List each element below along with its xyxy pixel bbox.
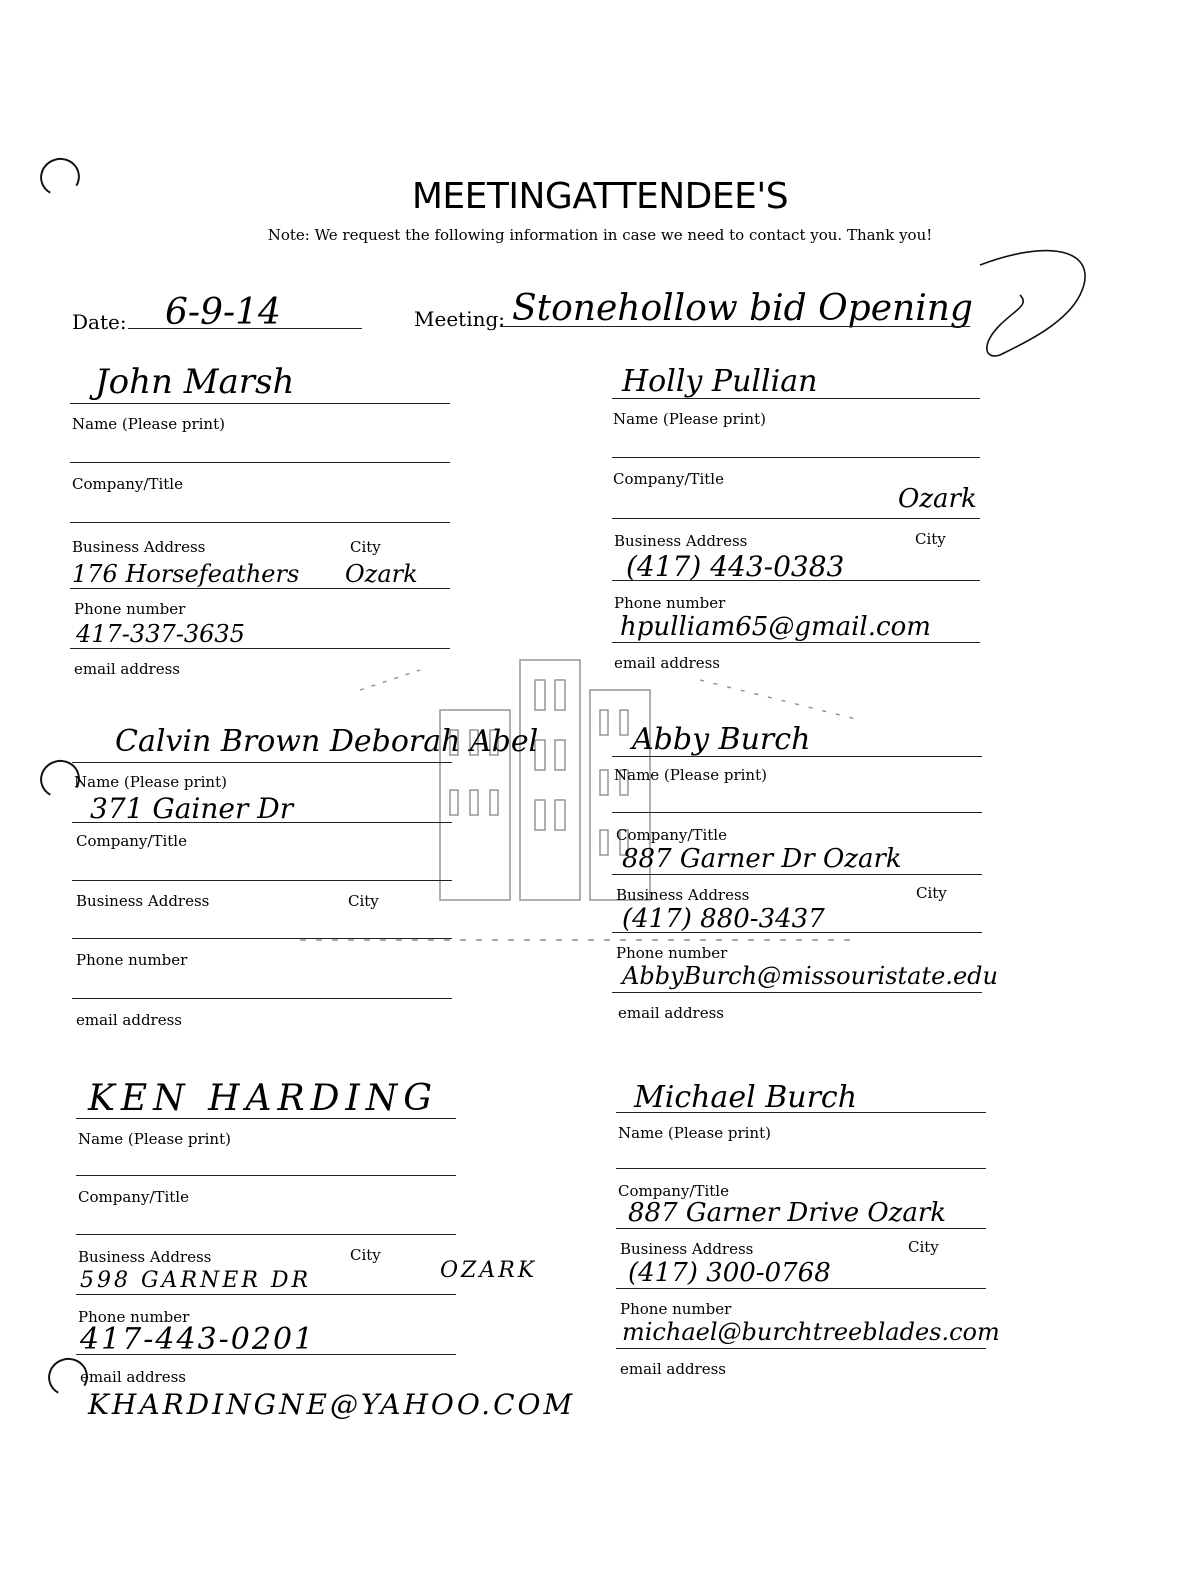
date-value: 6-9-14: [165, 292, 281, 333]
attendee-2-phone-value: hpulliam65@gmail.com: [620, 612, 931, 642]
attendee-5-address-line: [76, 1294, 456, 1295]
attendee-4-phone-label: Phone number: [616, 944, 728, 962]
meeting-label: Meeting:: [414, 307, 506, 331]
attendee-2-name-value: Holly Pullian: [622, 364, 818, 399]
attendee-3-city-label: City: [348, 892, 379, 910]
attendee-2-name-line: [612, 398, 980, 399]
attendee-2-address-label: Business Address: [614, 532, 748, 550]
attendee-2-phone-line: [612, 642, 980, 643]
attendee-4-address-top-line: [612, 874, 982, 875]
attendee-5-city-value: OZARK: [440, 1258, 538, 1283]
attendee-1-email-label: email address: [74, 660, 180, 678]
attendee-2-company-value: Ozark: [898, 484, 977, 514]
attendee-5-company-label: Company/Title: [78, 1188, 189, 1206]
attendee-6-company-line: [616, 1168, 986, 1169]
attendee-6-name-label: Name (Please print): [618, 1124, 771, 1142]
form-title: MEETINGATTENDEE'S: [411, 176, 789, 217]
attendee-5-phone-line: [76, 1354, 456, 1355]
attendee-6-name-value: Michael Burch: [634, 1080, 858, 1115]
attendee-6-phone-label: Phone number: [620, 1300, 732, 1318]
attendee-4-email-label: email address: [618, 1004, 724, 1022]
attendee-1-address-top-line: [70, 522, 450, 523]
attendee-3-phone-line: [72, 998, 452, 999]
attendee-5-address-top-line: [76, 1234, 456, 1235]
attendee-4-name-line: [612, 756, 982, 757]
attendee-6-name-line: [616, 1112, 986, 1113]
attendee-3-email-label: email address: [76, 1011, 182, 1029]
attendee-1-address-label: Business Address: [72, 538, 206, 556]
attendee-4-city-label: City: [916, 884, 947, 902]
attendee-2-address-value: (417) 443-0383: [626, 550, 845, 583]
attendee-3-company-value: 371 Gainer Dr: [90, 792, 294, 825]
attendee-1-phone-label: Phone number: [74, 600, 186, 618]
attendee-1-name-label: Name (Please print): [72, 415, 225, 433]
attendee-2-company-bottom-line: [612, 518, 980, 519]
form-note: Note: We request the following information in case we need to contact you. Thank you!: [267, 226, 933, 244]
attendee-1-name-value: John Marsh: [95, 362, 295, 402]
attendee-6-email-label: email address: [620, 1360, 726, 1378]
attendee-2-company-label: Company/Title: [613, 470, 724, 488]
attendee-5-name-line: [76, 1118, 456, 1119]
attendee-3-address-line: [72, 938, 452, 939]
attendee-1-city-value: Ozark: [345, 560, 418, 588]
attendee-2-email-label: email address: [614, 654, 720, 672]
attendee-1-address-line: [70, 588, 450, 589]
attendee-4-phone-value: AbbyBurch@missouristate.edu: [622, 962, 998, 990]
attendee-2-name-label: Name (Please print): [613, 410, 766, 428]
meeting-value: Stonehollow bid Opening: [512, 288, 973, 329]
attendee-6-phone-line: [616, 1348, 986, 1349]
attendee-3-company-line: [72, 822, 452, 823]
attendee-3-address-label: Business Address: [76, 892, 210, 910]
attendee-4-company-value: 887 Garner Dr Ozark: [622, 844, 902, 874]
attendee-1-city-label: City: [350, 538, 381, 556]
attendee-6-address-value: (417) 300-0768: [628, 1258, 831, 1288]
meeting-line: [500, 326, 970, 327]
attendee-3-name-value: Calvin Brown Deborah Abel: [115, 724, 539, 759]
attendee-5-email-label: email address: [80, 1368, 186, 1386]
attendee-3-name-label: Name (Please print): [74, 773, 227, 791]
attendee-5-address-value: 598 GARNER DR: [80, 1268, 312, 1293]
attendee-1-phone-line: [70, 648, 450, 649]
attendee-2-address-line: [612, 580, 980, 581]
attendee-4-name-label: Name (Please print): [614, 766, 767, 784]
attendee-2-phone-label: Phone number: [614, 594, 726, 612]
date-line: [128, 328, 362, 329]
attendee-4-address-value: (417) 880-3437: [622, 904, 825, 934]
attendee-1-name-line: [70, 403, 450, 404]
attendee-3-phone-label: Phone number: [76, 951, 188, 969]
attendee-4-company-label: Company/Title: [616, 826, 727, 844]
date-label: Date:: [72, 310, 127, 334]
attendee-4-company-line: [612, 812, 982, 813]
attendee-5-phone-label: Phone number: [78, 1308, 190, 1326]
attendee-4-phone-line: [612, 992, 982, 993]
attendee-1-company-label: Company/Title: [72, 475, 183, 493]
attendee-6-company-value: 887 Garner Drive Ozark: [628, 1198, 947, 1228]
attendee-5-phone-value: 417-443-0201: [80, 1322, 316, 1357]
attendee-5-address-label: Business Address: [78, 1248, 212, 1266]
attendee-1-phone-value: 417-337-3635: [76, 620, 245, 648]
meeting-flourish: [960, 225, 1110, 365]
attendee-2-company-line: [612, 457, 980, 458]
attendee-3-company-label: Company/Title: [76, 832, 187, 850]
attendee-4-name-value: Abby Burch: [632, 722, 811, 757]
attendee-1-company-line: [70, 462, 450, 463]
attendee-3-name-line: [72, 762, 452, 763]
attendee-6-address-label: Business Address: [620, 1240, 754, 1258]
attendee-1-address-value: 176 Horsefeathers: [72, 560, 300, 588]
attendee-3-address-top-line: [72, 880, 452, 881]
attendee-6-address-line: [616, 1288, 986, 1289]
attendee-5-company-line: [76, 1175, 456, 1176]
attendee-5-name-label: Name (Please print): [78, 1130, 231, 1148]
attendee-6-company-label: Company/Title: [618, 1182, 729, 1200]
attendee-6-phone-value: michael@burchtreeblades.com: [622, 1318, 1000, 1346]
attendee-5-email-value: KHARDINGNE@YAHOO.COM: [88, 1388, 576, 1421]
attendee-2-city-label: City: [915, 530, 946, 548]
attendee-4-address-label: Business Address: [616, 886, 750, 904]
attendee-4-address-line: [612, 932, 982, 933]
attendee-6-address-top-line: [616, 1228, 986, 1229]
attendee-6-city-label: City: [908, 1238, 939, 1256]
attendee-5-city-label: City: [350, 1246, 381, 1264]
attendee-5-name-value: KEN HARDING: [88, 1078, 438, 1119]
